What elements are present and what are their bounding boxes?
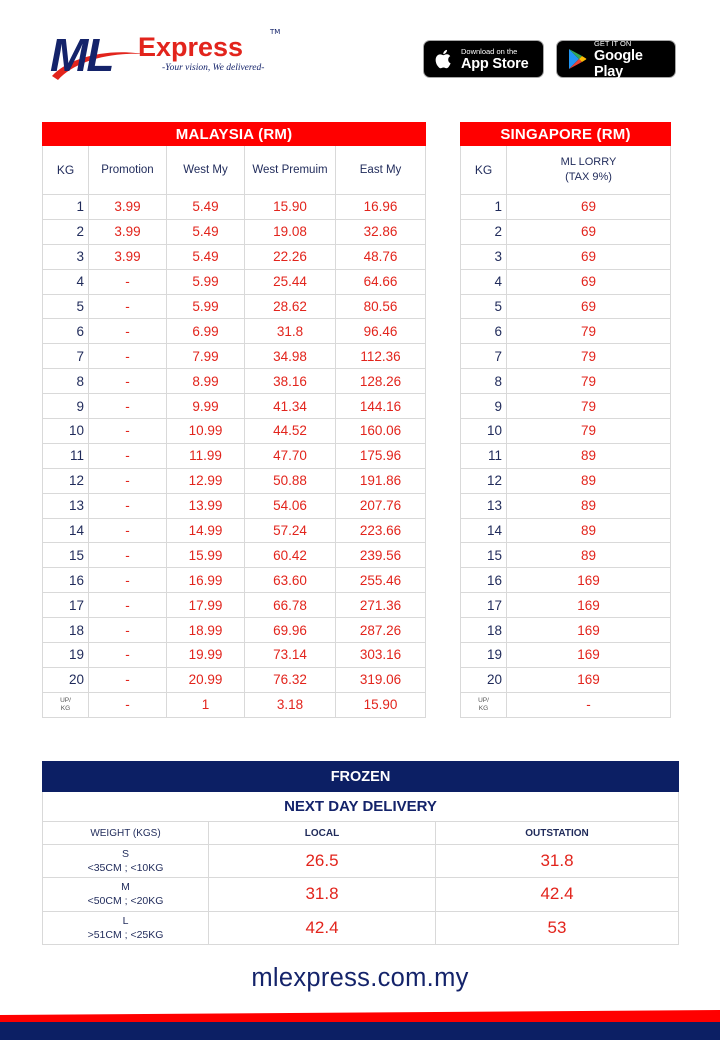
ml-lorry-price: 169 [507, 618, 671, 643]
kg-cell: 13 [43, 493, 89, 518]
logo-tagline: -Your vision, We delivered- [162, 63, 265, 73]
table-row [461, 643, 671, 668]
local-price: 31.8 [209, 878, 436, 911]
promotion-price: 3.99 [89, 195, 167, 220]
kg-cell: 17 [43, 593, 89, 618]
promotion-price: - [89, 319, 167, 344]
ml-lorry-price: 79 [507, 369, 671, 394]
table-row [461, 369, 671, 394]
kg-cell: 20 [43, 667, 89, 692]
ml-lorry-price: 169 [507, 667, 671, 692]
east-my-price: 271.36 [336, 593, 426, 618]
east-my-price: 207.76 [336, 493, 426, 518]
size-label: M [121, 881, 130, 894]
footer-navy-bar [0, 1022, 720, 1040]
west-my-price: 17.99 [167, 593, 245, 618]
west-my-price: 6.99 [167, 319, 245, 344]
west-my-price: 20.99 [167, 667, 245, 692]
west-premium-price: 38.16 [245, 369, 336, 394]
west-premium-price: 41.34 [245, 394, 336, 419]
promotion-price: - [89, 518, 167, 543]
kg-cell: 15 [461, 543, 507, 568]
west-premium-price: 15.90 [245, 195, 336, 220]
kg-cell: 8 [43, 369, 89, 394]
per-kg-label-top: UP/ [60, 696, 71, 704]
table-row [43, 593, 426, 618]
frozen-subtitle: NEXT DAY DELIVERY [43, 792, 679, 822]
table-row [461, 543, 671, 568]
promotion-price: - [89, 344, 167, 369]
promotion-price: - [89, 468, 167, 493]
east-my-price: 175.96 [336, 443, 426, 468]
table-row [461, 468, 671, 493]
table-row [43, 369, 426, 394]
promotion-price: - [89, 568, 167, 593]
promotion-price: - [89, 269, 167, 294]
ml-lorry-price: 169 [507, 593, 671, 618]
west-premium-price: 44.52 [245, 419, 336, 444]
promotion-price: - [89, 543, 167, 568]
west-my-price: 5.99 [167, 294, 245, 319]
table-row [461, 344, 671, 369]
table-row [461, 618, 671, 643]
west-premium-price: 60.42 [245, 543, 336, 568]
east-my-price: 48.76 [336, 244, 426, 269]
table-row [43, 618, 426, 643]
promotion-price: - [89, 618, 167, 643]
east-my-price: 223.66 [336, 518, 426, 543]
ml-lorry-price: 89 [507, 518, 671, 543]
east-my-price: 112.36 [336, 344, 426, 369]
east-my-price: 96.46 [336, 319, 426, 344]
west-premium-price: 73.14 [245, 643, 336, 668]
west-my-price: 12.99 [167, 468, 245, 493]
kg-cell: 19 [461, 643, 507, 668]
ml-lorry-price: 69 [507, 195, 671, 220]
promotion-price: - [89, 643, 167, 668]
ml-express-logo [48, 30, 288, 86]
west-premium-price: 3.18 [245, 692, 336, 717]
kg-cell: 2 [461, 219, 507, 244]
west-my-price: 14.99 [167, 518, 245, 543]
kg-cell: 12 [461, 468, 507, 493]
size-spec: <50CM ; <20KG [87, 895, 164, 908]
table-row [43, 493, 426, 518]
header-ml-lorry [507, 146, 671, 195]
table-row [43, 195, 426, 220]
kg-cell: 16 [43, 568, 89, 593]
kg-cell: 5 [43, 294, 89, 319]
west-premium-price: 25.44 [245, 269, 336, 294]
ml-lorry-price: 79 [507, 319, 671, 344]
size-label: S [121, 848, 129, 861]
west-premium-price: 57.24 [245, 518, 336, 543]
table-row [43, 269, 426, 294]
west-premium-price: 63.60 [245, 568, 336, 593]
kg-cell: 11 [43, 443, 89, 468]
west-my-price: 5.49 [167, 244, 245, 269]
google-play-label: Google Play [594, 47, 643, 80]
kg-cell: 16 [461, 568, 507, 593]
table-row [461, 394, 671, 419]
west-premium-price: 22.26 [245, 244, 336, 269]
ml-lorry-price: 69 [507, 244, 671, 269]
promotion-price: - [89, 493, 167, 518]
west-my-price: 19.99 [167, 643, 245, 668]
promotion-price: - [89, 692, 167, 717]
east-my-price: 64.66 [336, 269, 426, 294]
table-row [43, 419, 426, 444]
west-premium-price: 34.98 [245, 344, 336, 369]
ml-lorry-price: 69 [507, 294, 671, 319]
west-my-price: 7.99 [167, 344, 245, 369]
promotion-price: 3.99 [89, 244, 167, 269]
size-spec: <35CM ; <10KG [87, 862, 164, 875]
kg-cell: 18 [43, 618, 89, 643]
kg-cell: 20 [461, 667, 507, 692]
table-row [461, 244, 671, 269]
google-play-button[interactable] [556, 40, 676, 78]
table-row [43, 319, 426, 344]
table-row [461, 419, 671, 444]
header-east-my: East My [336, 146, 426, 195]
table-row [43, 344, 426, 369]
promotion-price: - [89, 394, 167, 419]
kg-cell: 6 [461, 319, 507, 344]
per-kg-row [461, 692, 671, 717]
singapore-rate-table [460, 122, 671, 718]
west-my-price: 13.99 [167, 493, 245, 518]
kg-cell: 18 [461, 618, 507, 643]
west-premium-price: 69.96 [245, 618, 336, 643]
ml-lorry-price: - [507, 692, 671, 717]
ml-lorry-price: 169 [507, 568, 671, 593]
east-my-price: 191.86 [336, 468, 426, 493]
west-premium-price: 28.62 [245, 294, 336, 319]
table-row [43, 244, 426, 269]
east-my-price: 80.56 [336, 294, 426, 319]
table-row [461, 593, 671, 618]
outstation-price: 31.8 [436, 845, 679, 878]
table-row [461, 518, 671, 543]
east-my-price: 319.06 [336, 667, 426, 692]
size-spec: >51CM ; <25KG [87, 928, 164, 941]
kg-cell: 7 [43, 344, 89, 369]
west-premium-price: 66.78 [245, 593, 336, 618]
logo-name: Express [138, 32, 244, 62]
kg-cell: 2 [43, 219, 89, 244]
kg-cell: 15 [43, 543, 89, 568]
table-row [461, 294, 671, 319]
table-row [461, 443, 671, 468]
west-my-price: 8.99 [167, 369, 245, 394]
kg-cell: 8 [461, 369, 507, 394]
outstation-price: 42.4 [436, 878, 679, 911]
frozen-header-row [43, 822, 679, 845]
header-promotion: Promotion [89, 146, 167, 195]
west-my-price: 16.99 [167, 568, 245, 593]
east-my-price: 287.26 [336, 618, 426, 643]
table-row [43, 543, 426, 568]
outstation-price: 53 [436, 911, 679, 944]
google-play-icon [567, 48, 587, 70]
header-west-my: West My [167, 146, 245, 195]
kg-cell: 9 [43, 394, 89, 419]
table-row [461, 493, 671, 518]
per-kg-row [43, 692, 426, 717]
west-my-price: 10.99 [167, 419, 245, 444]
frozen-subtitle-row [43, 792, 679, 822]
west-premium-price: 54.06 [245, 493, 336, 518]
east-my-price: 32.86 [336, 219, 426, 244]
per-kg-label [43, 692, 89, 717]
west-premium-price: 76.32 [245, 667, 336, 692]
west-premium-price: 50.88 [245, 468, 336, 493]
west-my-price: 5.49 [167, 195, 245, 220]
table-row [461, 568, 671, 593]
malaysia-title: MALAYSIA (RM) [43, 123, 426, 146]
west-premium-price: 31.8 [245, 319, 336, 344]
per-kg-label-top: UP/ [478, 696, 489, 704]
kg-cell: 7 [461, 344, 507, 369]
table-row [43, 468, 426, 493]
local-price: 42.4 [209, 911, 436, 944]
kg-cell: 14 [43, 518, 89, 543]
singapore-header-row [461, 146, 671, 195]
logo-mark: ML [50, 29, 113, 81]
kg-cell: 4 [461, 269, 507, 294]
east-my-price: 255.46 [336, 568, 426, 593]
local-price: 26.5 [209, 845, 436, 878]
kg-cell: 13 [461, 493, 507, 518]
kg-cell: 1 [43, 195, 89, 220]
west-my-price: 5.99 [167, 269, 245, 294]
table-row [43, 219, 426, 244]
table-row [43, 568, 426, 593]
frozen-rate-table [42, 761, 679, 945]
promotion-price: - [89, 419, 167, 444]
per-kg-label [461, 692, 507, 717]
table-row [43, 443, 426, 468]
west-my-price: 18.99 [167, 618, 245, 643]
west-my-price: 11.99 [167, 443, 245, 468]
header-ml-lorry-line1: ML LORRY [560, 156, 617, 168]
west-premium-price: 47.70 [245, 443, 336, 468]
east-my-price: 239.56 [336, 543, 426, 568]
kg-cell: 14 [461, 518, 507, 543]
header-weight: WEIGHT (KGS) [43, 822, 209, 845]
header-outstation: OUTSTATION [436, 822, 679, 845]
kg-cell: 1 [461, 195, 507, 220]
header-ml-lorry-line2: (TAX 9%) [565, 171, 612, 183]
logo-trademark: TM [270, 28, 281, 36]
east-my-price: 16.96 [336, 195, 426, 220]
east-my-price: 15.90 [336, 692, 426, 717]
app-store-label: App Store [461, 55, 529, 72]
ml-lorry-price: 89 [507, 468, 671, 493]
kg-cell: 4 [43, 269, 89, 294]
ml-lorry-price: 79 [507, 344, 671, 369]
promotion-price: - [89, 369, 167, 394]
table-row [461, 219, 671, 244]
singapore-title: SINGAPORE (RM) [461, 123, 671, 146]
kg-cell: 12 [43, 468, 89, 493]
singapore-title-row [461, 123, 671, 146]
malaysia-rate-table [42, 122, 426, 718]
ml-lorry-price: 89 [507, 543, 671, 568]
kg-cell: 10 [43, 419, 89, 444]
website-link[interactable]: mlexpress.com.my [251, 964, 469, 992]
google-play-small-text: GET IT ON [594, 38, 632, 48]
table-row [43, 394, 426, 419]
frozen-title: FROZEN [43, 762, 679, 792]
table-row [461, 319, 671, 344]
east-my-price: 144.16 [336, 394, 426, 419]
ml-lorry-price: 89 [507, 493, 671, 518]
promotion-price: - [89, 294, 167, 319]
ml-lorry-price: 79 [507, 419, 671, 444]
west-my-price: 9.99 [167, 394, 245, 419]
app-store-button[interactable] [423, 40, 544, 78]
east-my-price: 303.16 [336, 643, 426, 668]
table-row [43, 518, 426, 543]
size-cell [43, 845, 209, 878]
ml-lorry-price: 69 [507, 219, 671, 244]
header-local: LOCAL [209, 822, 436, 845]
size-label: L [122, 914, 129, 927]
per-kg-label-bottom: KG [60, 704, 71, 712]
west-premium-price: 19.08 [245, 219, 336, 244]
kg-cell: 3 [43, 244, 89, 269]
east-my-price: 160.06 [336, 419, 426, 444]
table-row [43, 845, 679, 878]
ml-lorry-price: 89 [507, 443, 671, 468]
size-cell [43, 911, 209, 944]
apple-icon [434, 48, 454, 70]
size-cell [43, 878, 209, 911]
kg-cell: 3 [461, 244, 507, 269]
promotion-price: - [89, 667, 167, 692]
table-row [461, 269, 671, 294]
table-row [43, 643, 426, 668]
header-west-premium: West Premuim [245, 146, 336, 195]
kg-cell: 9 [461, 394, 507, 419]
table-row [43, 911, 679, 944]
ml-lorry-price: 69 [507, 269, 671, 294]
table-row [43, 878, 679, 911]
promotion-price: - [89, 443, 167, 468]
malaysia-title-row [43, 123, 426, 146]
west-my-price: 15.99 [167, 543, 245, 568]
ml-lorry-price: 169 [507, 643, 671, 668]
promotion-price: 3.99 [89, 219, 167, 244]
ml-lorry-price: 79 [507, 394, 671, 419]
malaysia-header-row [43, 146, 426, 195]
table-row [43, 667, 426, 692]
kg-cell: 6 [43, 319, 89, 344]
header-kg: KG [43, 146, 89, 195]
table-row [461, 667, 671, 692]
kg-cell: 19 [43, 643, 89, 668]
promotion-price: - [89, 593, 167, 618]
kg-cell: 17 [461, 593, 507, 618]
kg-cell: 11 [461, 443, 507, 468]
table-row [43, 294, 426, 319]
kg-cell: 5 [461, 294, 507, 319]
header-kg: KG [461, 146, 507, 195]
west-my-price: 5.49 [167, 219, 245, 244]
frozen-title-row [43, 762, 679, 792]
west-my-price: 1 [167, 692, 245, 717]
east-my-price: 128.26 [336, 369, 426, 394]
kg-cell: 10 [461, 419, 507, 444]
table-row [461, 195, 671, 220]
per-kg-label-bottom: KG [478, 704, 489, 712]
app-store-small-text: Download on the [461, 46, 518, 56]
